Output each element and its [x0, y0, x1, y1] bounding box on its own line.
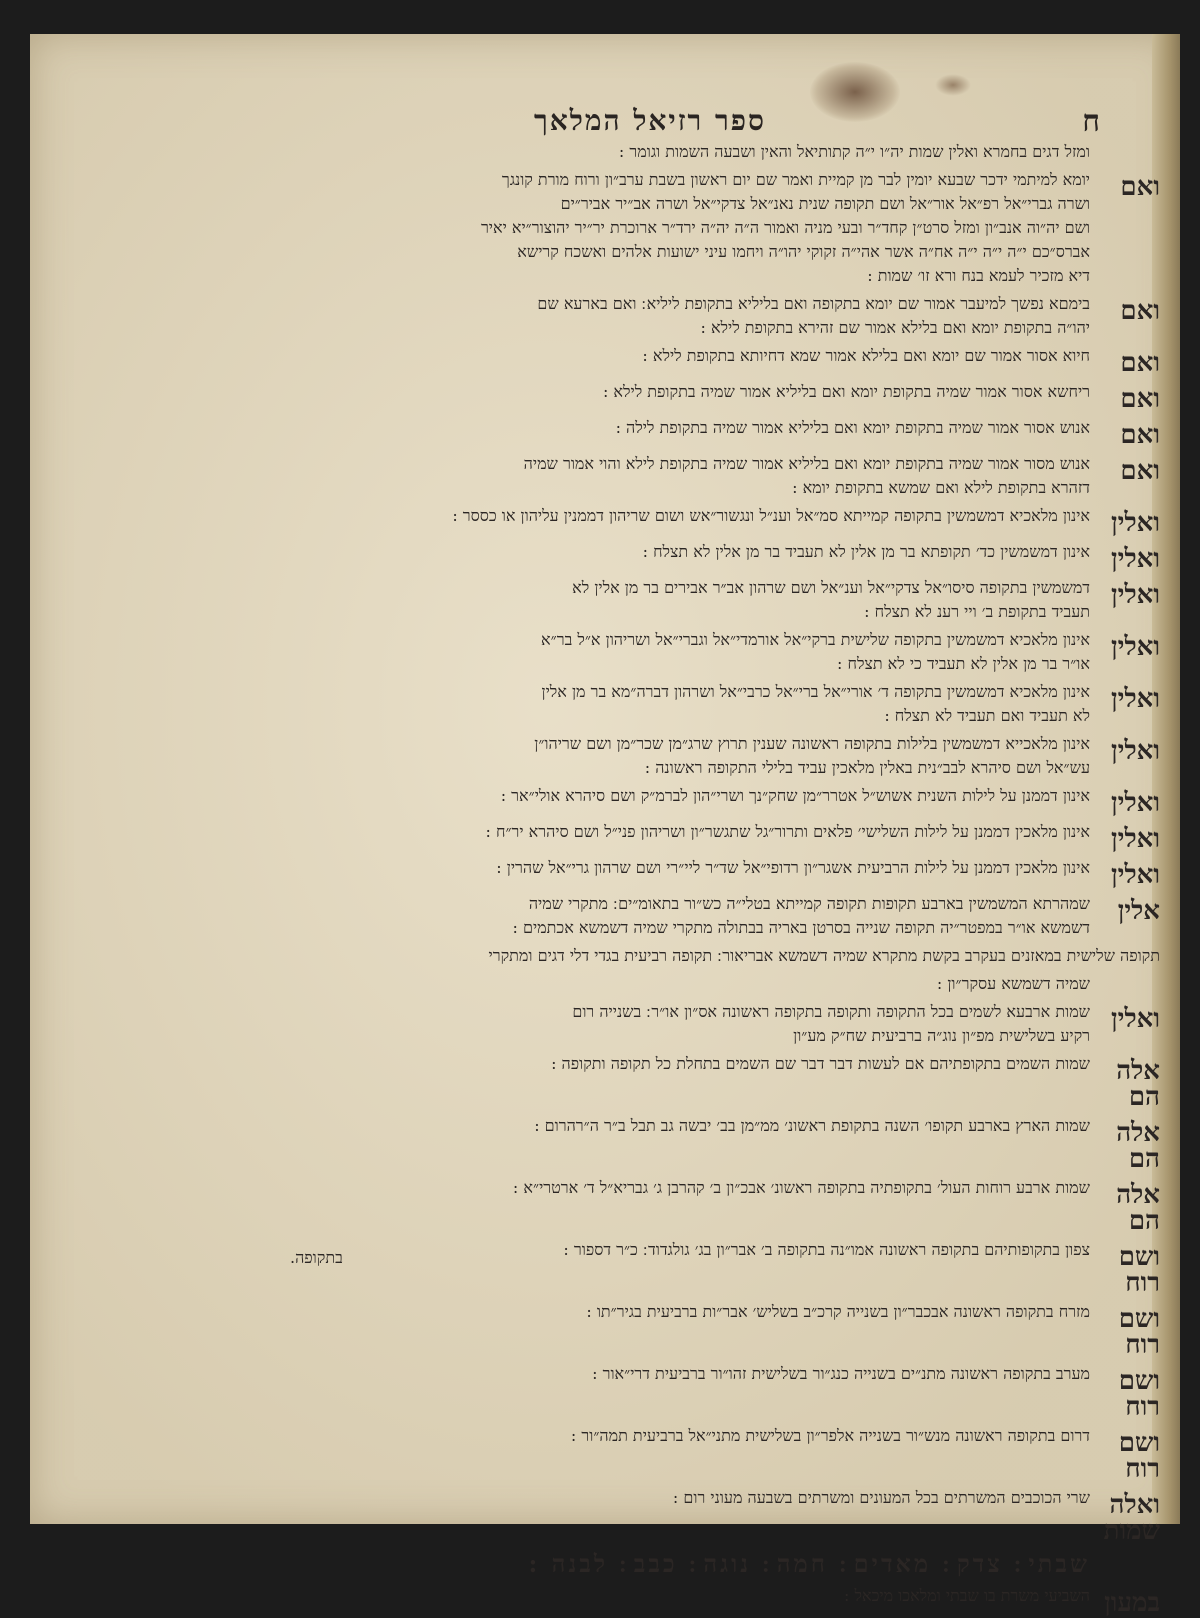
paragraph — [200, 168, 1160, 288]
paragraph — [200, 732, 1160, 780]
text-line: שמהרתא המשמשין בארבע תקופות תקופה קמייתא בטלי״ה כש״ור בתאומ״ים ׃ מתקרי שמיה — [528, 894, 1090, 913]
text-line: ושרה גברי״אל רפ״אל אור״אל ושם תקופה שנית נאנ״אל צדקי״אל ושרה אב״יר אביר״ים — [560, 194, 1090, 213]
text-line: דמשמשין בתקופה סיסו״אל צדקי״אל וענ״אל ושם שרהון אב״ר אבירים בר מן אלין לא — [572, 578, 1090, 597]
paragraph — [200, 1052, 1160, 1110]
paragraph-lines — [200, 168, 1090, 288]
paragraph-marker: ואם — [1120, 172, 1160, 202]
running-title: ספר רזיאל המלאך — [534, 104, 766, 137]
paragraph — [200, 292, 1160, 340]
paragraph-lines — [200, 1300, 1090, 1358]
text-line: דזהרא בתקופת לילא ואם שמשא בתקופת יומא : — [792, 478, 1090, 497]
paragraph-lines — [200, 452, 1090, 500]
text-line: אינון מלאכייא דמשמשין בלילות בתקופה ראשונה שענין תרוץ שרג״מן שכר״מן ושם שריהו״ן — [534, 734, 1090, 753]
paragraph-marker: ואם — [1120, 420, 1160, 450]
text-line: שמות הארץ בארבע תקופו׳ השנה בתקופת ראשונ׳ ממ״מן בב׳ יבשה גב תבל ב״ר ה״רהרום : — [534, 1116, 1090, 1135]
running-header — [200, 104, 1100, 144]
text-line: אנוש אסור אמור שמיה בתקופת יומא ואם בליליא אמור שמיה בתקופת לילה : — [615, 418, 1090, 437]
paragraph — [200, 1362, 1160, 1420]
paragraph-lines — [200, 892, 1090, 940]
text-line: אברס״כם י״ה י״ה י״ה אח״ה אשר אהי״ה זקוקי יהו״ה ויחמו עיני ישועות אלהים ואשכח קרישא — [517, 242, 1090, 261]
paragraph-marker: ואם — [1120, 456, 1160, 486]
paragraph-lines — [200, 784, 1090, 816]
paragraph — [200, 452, 1160, 500]
text-line: ריחשא אסור אמור שמיה בתקופת יומא ואם בליליא אמור שמיה בתקופת לילא : — [602, 382, 1090, 401]
text-line: רקיע בשלישית מפ״ון נוג״ה ברביעית שח״ק מע״ון — [793, 1026, 1090, 1045]
paragraph-lines — [200, 1114, 1090, 1172]
ink-stain-small — [935, 74, 971, 96]
text-line: אינון דממנן על לילות השנית אשוש״ל אטרר״מן שחק״נך ושרי״הון לברמ״ק ושם סיהרא אולי״אר : — [500, 786, 1090, 805]
text-line: יהו״ה בתקופת יומא ואם בלילא אמור שם זהירא בתקופת לילא : — [700, 318, 1090, 337]
text-line: לא תעביד ואם תעביד לא תצלח : — [884, 706, 1090, 725]
text-line: אינון מלאכיא דמשמשין בתקופה שלישית ברקי״אל אורמדי״אל וגברי״אל ושריהון א״ל בר״א — [541, 630, 1090, 649]
paragraph-lines — [200, 1000, 1090, 1048]
paragraph — [200, 380, 1160, 412]
paragraph — [200, 820, 1160, 852]
paragraph-marker: ואלין — [1111, 860, 1160, 890]
paragraph — [200, 856, 1160, 888]
text-line: דיא מזכיר לעמא בנח ורא זו׳ שמות : — [867, 266, 1090, 285]
paragraph-marker: ואלין — [1111, 736, 1160, 766]
paragraph-marker: ושם רוח — [1118, 1366, 1160, 1422]
paragraph-lines — [200, 1584, 1090, 1616]
text-line: אנוש מסור אמור שמיה בתקופת יומא ואם בליליא אמור שמיה בתקופת לילא והוי אמור שמיה — [523, 454, 1090, 473]
text-line: שמיה דשמשא עסקר״ון : — [936, 974, 1090, 993]
paragraph-marker: ואלין — [1111, 788, 1160, 818]
paragraph-marker — [1090, 1548, 1160, 1580]
paragraph — [200, 1176, 1160, 1234]
paragraph-lines — [200, 732, 1090, 780]
text-line: יומא למיתמי ידכר שבעא יומין לבר מן קמיית ואמר שם יום ראשון בשבת ערב״ון ורוח מורת קונגך — [501, 170, 1090, 189]
paragraph — [200, 344, 1160, 376]
main-text-block — [200, 140, 1160, 1618]
text-line: בימםא נפשך למיעבר אמור שם יומא בתקופה ואם בליליא בתקופת ליליא ׃ ואם בארעא שם — [537, 294, 1090, 313]
text-line: חיוא אסור אמור שם יומא ואם בלילא אמור שמא דחיותא בתקופת לילא : — [642, 346, 1090, 365]
paragraph — [200, 972, 1160, 996]
text-line: מערב בתקופה ראשונה מתנ״ים בשנייה כנג״ור בשלישית זהו״ור ברביעית דרי״אור : — [592, 1364, 1090, 1383]
text-line: תעביד בתקופת ב׳ ויי רענ לא תצלח : — [864, 602, 1090, 621]
text-line: שמות ארבע רוחות העול׳ בתקופתיה בתקופה ראשונ׳ אבכ״ון ב׳ קהרבן ג׳ גבריא״ל ד׳ ארטרי״א : — [512, 1178, 1090, 1197]
paragraph-lines — [200, 1486, 1090, 1544]
paragraph-lines — [200, 416, 1090, 448]
paragraph-lines — [200, 380, 1090, 412]
paragraph — [200, 944, 1160, 968]
paragraph-lines — [200, 856, 1090, 888]
folio-letter: ח — [1082, 104, 1100, 139]
paragraph — [200, 1424, 1160, 1482]
paragraph — [200, 1238, 1160, 1296]
paragraph-marker: ושם רוח — [1118, 1242, 1160, 1298]
paragraph-marker: ואלין — [1111, 544, 1160, 574]
paragraph — [200, 784, 1160, 816]
paragraph-lines — [200, 628, 1090, 676]
paragraph-marker — [1090, 140, 1160, 164]
paragraph-marker: ושם רוח — [1118, 1428, 1160, 1484]
paragraph-marker: ואלה שמות — [1103, 1490, 1160, 1546]
paragraph-marker: ואלין — [1111, 580, 1160, 610]
paragraph — [200, 540, 1160, 572]
paragraph-marker: ואלין — [1111, 1004, 1160, 1034]
paragraph-marker: במעון — [1104, 1588, 1160, 1618]
text-line: אינון מלאכיא דמשמשין בתקופה ד׳ אורי״אל ברי״אל כרבי״אל ושרהון דברה״מא בר מן אלין — [541, 682, 1090, 701]
text-line: דשמשא או״ר במפטר״יה תקופה שנייה בסרטן באריה בבתולה מתקרי שמיה דשמשא אכתמים : — [512, 918, 1090, 937]
paragraph — [200, 416, 1160, 448]
text-line: ומזל דגים בחמרא ואלין שמות יה״ו י״ה קתותיאל והאין ושבעה השמות וגומר : — [618, 142, 1090, 161]
text-line: שמות השמים בתקופתיהם אם לעשות דבר דבר שם השמים בתחלת כל תקופה ותקופה : — [551, 1054, 1090, 1073]
paragraph — [200, 1114, 1160, 1172]
text-line: עש״אל ושם סיהרא לבב״נית באלין מלאכין עביד בלילי התקופה ראשונה : — [644, 758, 1090, 777]
text-line: או״ר בר מן אלין לא תעביד כי לא תצלח : — [837, 654, 1090, 673]
paragraph-marker — [1090, 972, 1160, 996]
paragraph-lines — [200, 344, 1090, 376]
paragraph-lines — [200, 1548, 1090, 1580]
text-line: אינון מלאכין דממנן על לילות השלישי׳ פלאים ותרור״גל שתגשר״ון ושריהון פני״ל ושם סיהרא יר״ח : — [485, 822, 1090, 841]
text-line: אינון דמשמשין כד׳ תקופתא בר מן אלין לא תעביד בר מן אלין לא תצלח : — [642, 542, 1090, 561]
paragraph-marker: ואלין — [1111, 508, 1160, 538]
planet-names: שבתי ׃ צדק ׃ מאדים ׃ חמה ׃ נוגה ׃ כבב ׃ לבנה : — [528, 1549, 1090, 1578]
paragraph-lines — [200, 680, 1090, 728]
paragraph-lines — [200, 576, 1090, 624]
paragraph-marker: אלין — [1117, 896, 1160, 926]
text-line: שרי הכוכבים המשרתים בכל המעונים ומשרתים בשבעה מעוני רום : — [672, 1488, 1090, 1507]
paragraph-lines — [200, 1052, 1090, 1110]
paragraph-marker: ואם — [1120, 348, 1160, 378]
paragraph-marker: ואם — [1120, 384, 1160, 414]
paragraph-lines — [200, 504, 1090, 536]
paragraph — [200, 1300, 1160, 1358]
text-line: אינון מלאכין דממנן על לילות הרביעית אשגר״ון רדופי״אל שד״ר ליי״רי ושם שרהון גרי״אל שהרין : — [496, 858, 1090, 877]
paragraph — [200, 892, 1160, 940]
paragraph — [200, 628, 1160, 676]
paragraph-lines — [200, 140, 1090, 164]
paragraph — [200, 1584, 1160, 1616]
paragraph-lines — [200, 292, 1090, 340]
paragraph-lines — [200, 820, 1090, 852]
paragraph — [200, 680, 1160, 728]
text-line: אינון מלאכיא דמשמשין בתקופה קמייתא סמ״אל וענ״ל ונגשור״אש ושום שריהון דממנין עליהון או כססר : — [452, 506, 1090, 525]
text-line: מזרח בתקופה ראשונה אבכבר״ון בשנייה קרכ״ב בשליש׳ אבר״ות ברביעית בגיר״תו : — [586, 1302, 1090, 1321]
paragraph — [200, 576, 1160, 624]
paragraph-marker: ואלין — [1111, 632, 1160, 662]
paragraph — [200, 1486, 1160, 1544]
paragraph-lines — [200, 1176, 1090, 1234]
paragraph-lines — [200, 1424, 1090, 1482]
paragraph-marker: ואלין — [1111, 684, 1160, 714]
paragraph-marker: ואם — [1120, 296, 1160, 326]
paragraph-marker: אלה הם — [1116, 1180, 1160, 1236]
paragraph — [200, 1000, 1160, 1048]
text-line: השביעי משרת בו שבתי ומלאכו מיכאל : — [844, 1586, 1090, 1605]
paragraph-lines — [200, 540, 1090, 572]
paragraph-marker: אלה הם — [1116, 1056, 1160, 1112]
paragraph — [200, 1548, 1160, 1580]
paragraph-lines — [200, 944, 1160, 968]
paragraph-lines — [200, 1362, 1090, 1420]
text-line: תקופה שלישית במאזנים בעקרב בקשת מתקרא שמיה דשמשא אבריאור ׃ תקופה רביעית בגדי דלי דגים ומתקרי — [488, 946, 1160, 965]
paragraph — [200, 140, 1160, 164]
text-line: צפון בתקופותיהם בתקופה ראשונה אמו״נה בתקופה ב׳ אבר״ון בג׳ גולגדוד ׃ כ״ר דספור : — [563, 1240, 1090, 1259]
paragraph-marker: אלה הם — [1116, 1118, 1160, 1174]
paragraph-marker: ואלין — [1111, 824, 1160, 854]
text-line: שמות ארבעא לשמים בכל התקופה ותקופה בתקופה ראשונה אס״ון או״ר ׃ בשנייה רום — [572, 1002, 1090, 1021]
catchword: בתקופה. — [290, 1248, 343, 1267]
text-line: דרום בתקופה ראשונה מנש״ור בשנייה אלפר״ון בשלישית מתני״אל ברביעית תמה״ור : — [570, 1426, 1090, 1445]
text-line: ושם יה״וה אנב״ון ומזל סרט״ן קחד״ר ובעי מניה ואמור ה״ה יה״ה ירד״ר ארוכרת יר״יר יהוצור״יא יאיר — [480, 218, 1090, 237]
paragraph-lines — [200, 972, 1090, 996]
paragraph-marker: ושם רוח — [1118, 1304, 1160, 1360]
paragraph — [200, 504, 1160, 536]
